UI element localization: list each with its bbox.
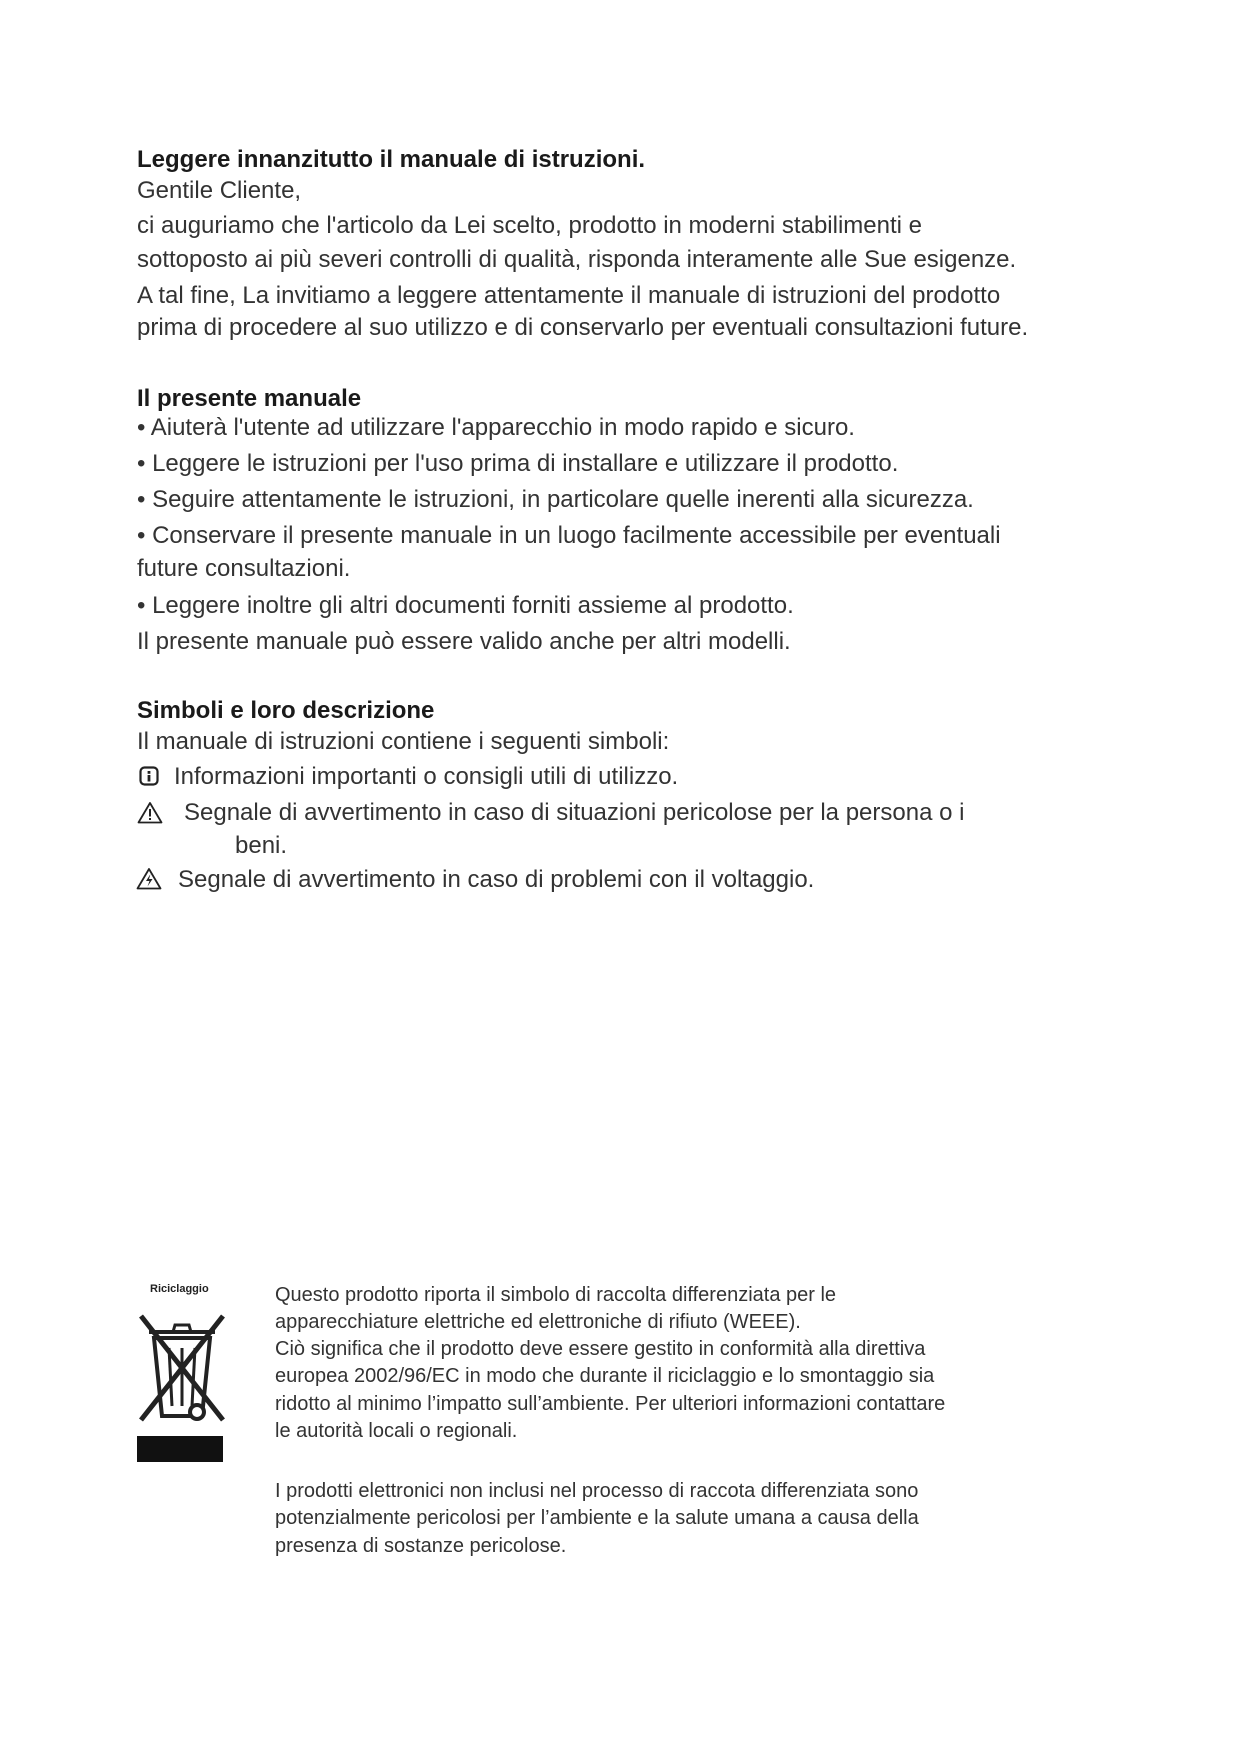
voltage-warning-icon bbox=[136, 867, 162, 895]
info-symbol-text: Informazioni importanti o consigli utili di utilizzo. bbox=[174, 763, 679, 790]
greeting: Gentile Cliente, bbox=[137, 177, 302, 204]
manual-line: • Leggere inoltre gli altri documenti forniti assieme al prodotto. bbox=[137, 592, 794, 619]
intro-line: A tal fine, La invitiamo a leggere attentamente il manuale di istruzioni del prodotto bbox=[137, 282, 1001, 309]
recycling-line: europea 2002/96/EC in modo che durante il riciclaggio e lo smontaggio sia bbox=[275, 1365, 935, 1387]
recycling-label: Riciclaggio bbox=[150, 1283, 209, 1295]
info-icon bbox=[139, 766, 159, 791]
manual-line: • Leggere le istruzioni per l'uso prima di installare e utilizzare il prodotto. bbox=[137, 450, 899, 477]
recycling-line: presenza di sostanze pericolose. bbox=[275, 1535, 567, 1557]
recycling-line: apparecchiature elettriche ed elettroniche di rifiuto (WEEE). bbox=[275, 1311, 801, 1333]
recycling-line: Questo prodotto riporta il simbolo di raccolta differenziata per le bbox=[275, 1284, 837, 1306]
warning-symbol-text: Segnale di avvertimento in caso di situazioni pericolose per la persona o i bbox=[184, 799, 965, 826]
manual-line: • Conservare il presente manuale in un luogo facilmente accessibile per eventuali bbox=[137, 522, 1001, 549]
manual-line: • Aiuterà l'utente ad utilizzare l'apparecchio in modo rapido e sicuro. bbox=[137, 414, 855, 441]
manual-line: • Seguire attentamente le istruzioni, in particolare quelle inerenti alla sicurezza. bbox=[137, 486, 974, 513]
recycling-line: ridotto al minimo l’impatto sull’ambiente. Per ulteriori informazioni contattare bbox=[275, 1393, 946, 1415]
manual-line: future consultazioni. bbox=[137, 555, 351, 582]
manual-heading: Il presente manuale bbox=[137, 385, 362, 412]
symbols-intro: Il manuale di istruzioni contiene i seguenti simboli: bbox=[137, 728, 670, 755]
recycling-line: le autorità locali o regionali. bbox=[275, 1420, 518, 1442]
recycling-line: Ciò significa che il prodotto deve essere gestito in conformità alla direttiva bbox=[275, 1338, 926, 1360]
voltage-symbol-text: Segnale di avvertimento in caso di problemi con il voltaggio. bbox=[178, 866, 815, 893]
weee-bin-icon bbox=[137, 1308, 227, 1467]
warning-icon bbox=[137, 801, 163, 829]
intro-line: sottoposto ai più severi controlli di qualità, risponda interamente alle Sue esigenze. bbox=[137, 246, 1017, 273]
warning-symbol-text-cont: beni. bbox=[235, 832, 288, 859]
manual-line: Il presente manuale può essere valido anche per altri modelli. bbox=[137, 628, 791, 655]
intro-line: ci auguriamo che l'articolo da Lei scelto, prodotto in moderni stabilimenti e bbox=[137, 212, 922, 239]
recycling-line: I prodotti elettronici non inclusi nel processo di raccota differenziata sono bbox=[275, 1480, 919, 1502]
intro-line: prima di procedere al suo utilizzo e di conservarlo per eventuali consultazioni future. bbox=[137, 314, 1029, 341]
intro-heading: Leggere innanzitutto il manuale di istruzioni. bbox=[137, 146, 646, 173]
recycling-line: potenzialmente pericolosi per l’ambiente e la salute umana a causa della bbox=[275, 1507, 919, 1529]
symbols-heading: Simboli e loro descrizione bbox=[137, 697, 435, 724]
